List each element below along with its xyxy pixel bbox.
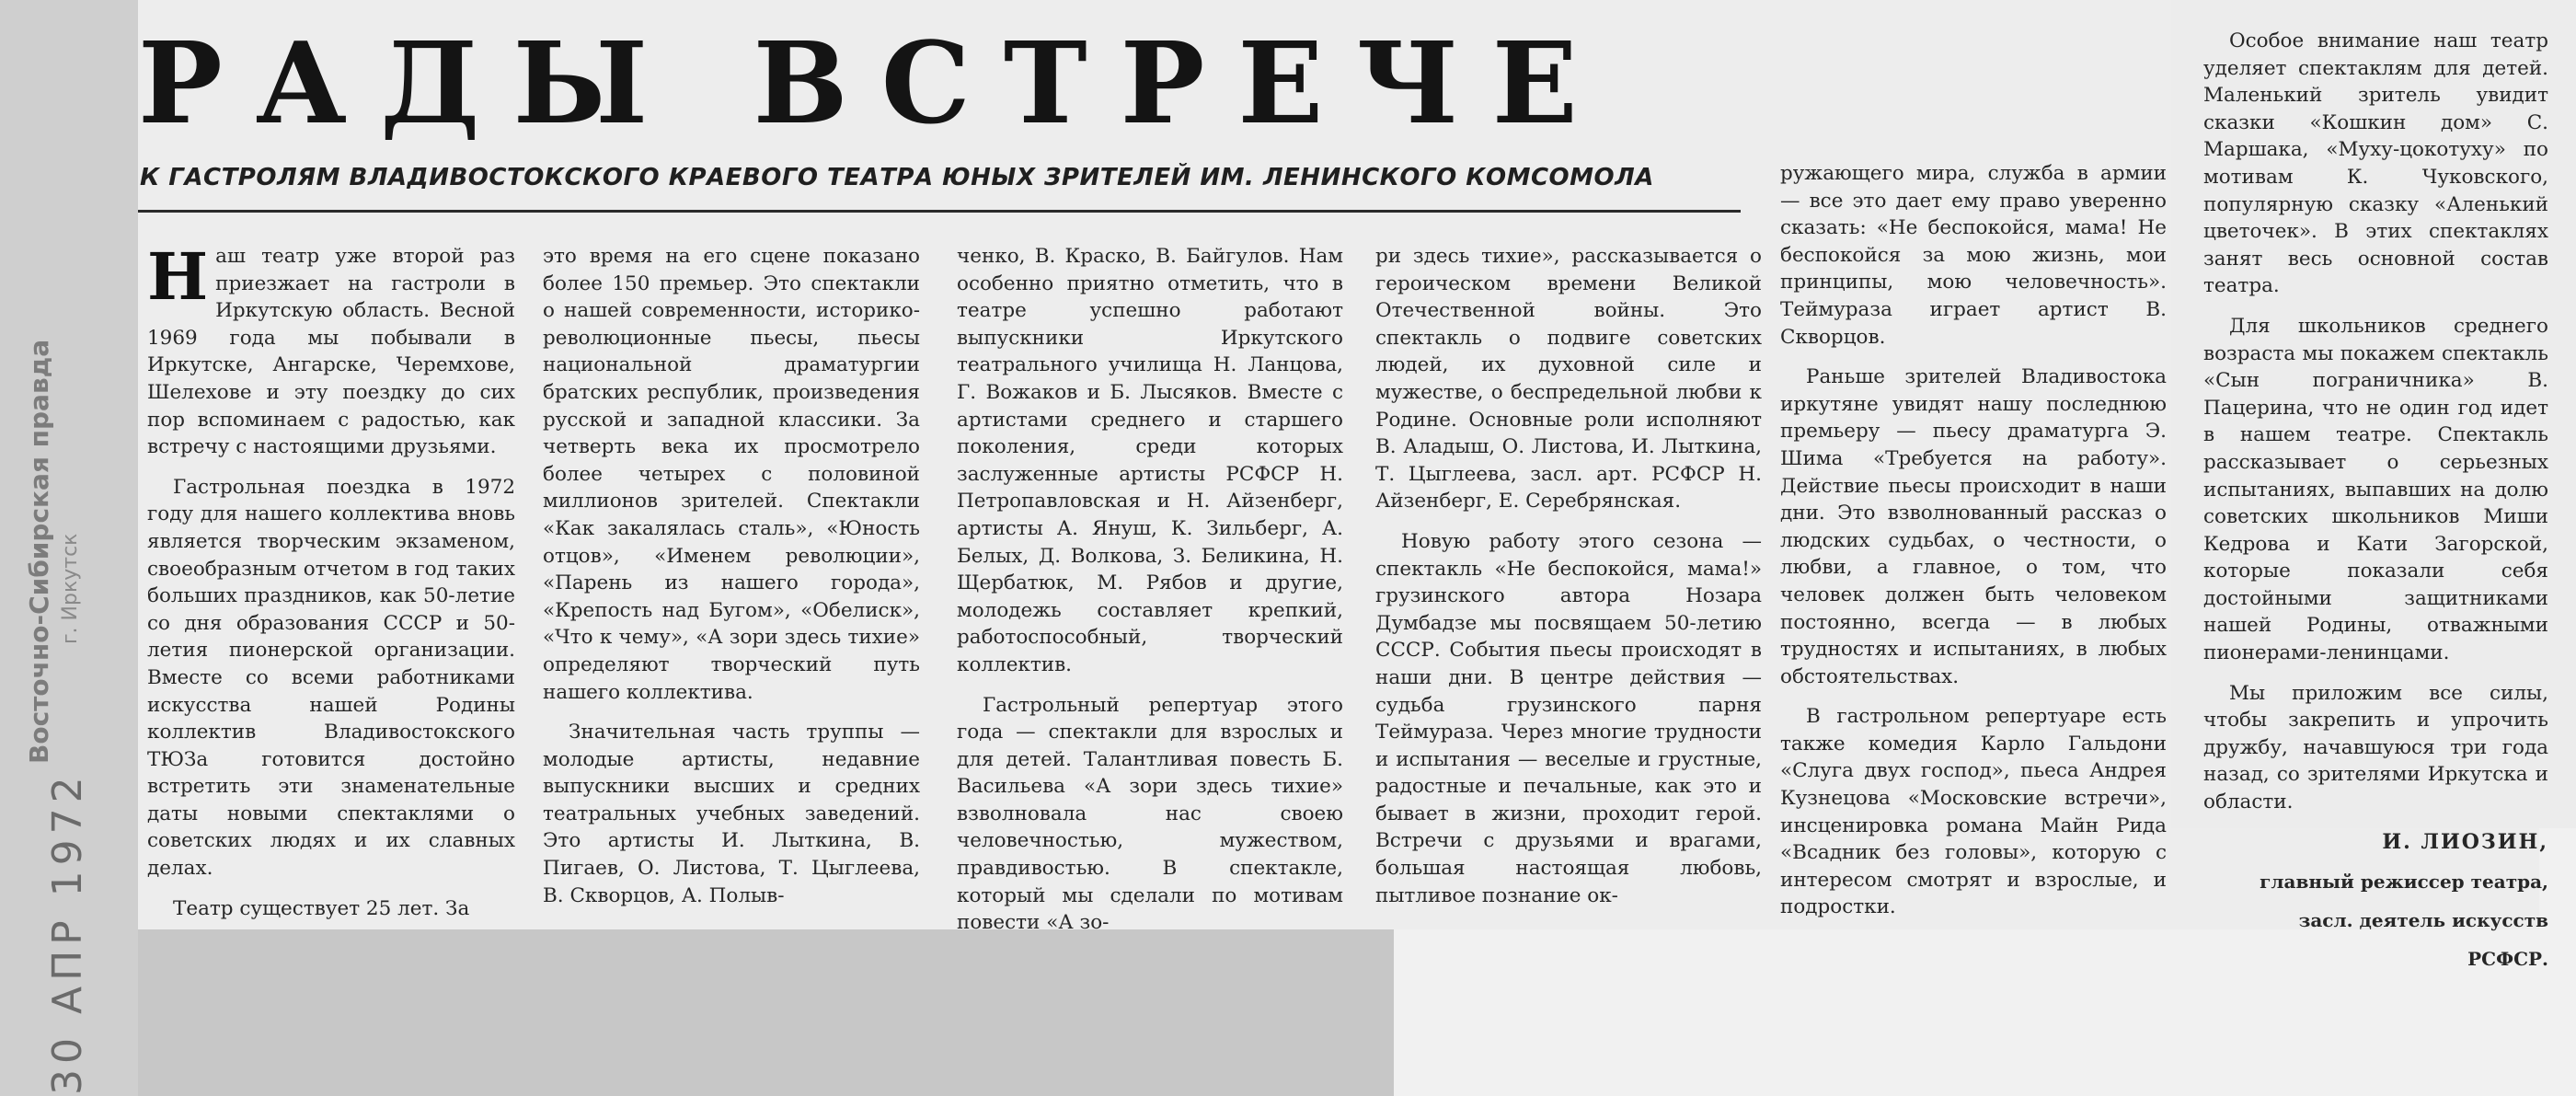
paragraph-text: аш театр уже второй раз приезжает на гастроли в Иркутскую область. Весной 1969 года мы побывали в Иркутске, Ангарске, Черемхове, Шелехове и эту поездку до сих пор вспоминаем с радостью, как встречу с настоящими друзьями. [147, 245, 515, 459]
article-column-3 [957, 243, 1343, 935]
paragraph: это время на его сцене показано более 150 премьер. Это спектакли о нашей современности, историко-революционные пьесы, пьесы национальной драматургии братских республик, произведения русской и западной классики. За четверть века их просмотрело более четырех с половиной миллионов зрителей. Спектакли «Как закалялась сталь», «Юность отцов», «Именем революции», «Парень из нашего города», «Крепость над Бугом», «Обелиск», «Что к чему», «А зори здесь тихие» определяют творческий путь нашего коллектива. [543, 245, 920, 704]
article-column-6 [2203, 28, 2548, 971]
source-stamp: Восточно-Сибирская правда [24, 339, 54, 764]
article-column-2 [543, 243, 920, 906]
paragraph: Гастрольный репертуар этого года — спектакли для взрослых и для детей. Талантливая повесть Б. Васильева «А зори здесь тихие» взволновала нас своею человечностью, мужеством, правдивостью. В спектакле, который мы сделали по мотивам повести «А зо- [957, 693, 1343, 935]
article-subheadline: К ГАСТРОЛЯМ ВЛАДИВОСТОКСКОГО КРАЕВОГО ТЕАТРА ЮНЫХ ЗРИТЕЛЕЙ ИМ. ЛЕНИНСКОГО КОМСОМОЛА [140, 164, 1654, 191]
paragraph: ри здесь тихие», рассказывается о героическом времени Великой Отечественной войны. Это спектакль о подвиге советских людей, их духовной силе и мужестве, о беспредельной любви к Родине. Основные роли исполняют В. Аладыш, О. Листова, И. Лыткина, Т. Цыглеева, засл. арт. РСФСР Н. Айзенберг, Е. Серебрянская. [1375, 245, 1762, 513]
paragraph: ружающего мира, служба в армии — все это дает ему право уверенно сказать: «Не беспокойся, мама! Не беспокойся за мою жизнь, мои принципы, мою человечность». Теймураза играет артист В. Скворцов. [1780, 162, 2167, 349]
article-headline: РАДЫ ВСТРЕЧЕ [138, 17, 1611, 149]
paragraph: Гастрольная поездка в 1972 году для нашего коллектива вновь является творческим экзаменом, своеобразным отчетом в год таких больших праздников, как 50-летие со дня образования СССР и 50-летия пионерской организации. Вместе со всеми работниками искусства нашей Родины коллектив Владивостокского ТЮЗа готовится достойно встретить эти знаменательные даты новыми спектаклями о советских людях и их славных делах. [147, 475, 515, 881]
scan-background-bottom [0, 929, 1394, 1096]
author-title: засл. деятель искусств [2298, 909, 2548, 932]
source-city-stamp: г. Иркутск [59, 533, 82, 644]
date-stamp: 30 АПР 1972 [44, 771, 91, 1095]
author-name: И. ЛИОЗИН, [2382, 829, 2548, 854]
drop-cap: Н [147, 238, 209, 315]
paragraph: Значительная часть труппы — молодые артисты, недавние выпускники высших и средних театральных учебных заведений. Это артисты И. Лыткина, В. Пигаев, О. Листова, Т. Цыглеева, В. Скворцов, А. Полыв- [543, 721, 920, 907]
paragraph: Раньше зрителей Владивостока иркутяне увидят нашу последнюю премьеру — пьесу драматурга Э. Шима «Требуется на работу». Действие пьесы происходит в наши дни. Это взволнованный рассказ о людских судьбах, о честности, о любви, а главное, о том, что человек должен быть человеком постоянно, всегда — в любых трудностях и испытаниях, в любых обстоятельствах. [1780, 365, 2167, 688]
article-column-4 [1375, 243, 1762, 906]
article-column-5 [1780, 160, 2167, 919]
paragraph: Для школьников среднего возраста мы покажем спектакль «Сын пограничника» В. Пацерина, что не один год идет в нашем театре. Спектакль рассказывает о серьезных испытаниях, выпавших на долю советских школьников Миши Кедрова и Кати Загорской, которые показали себя достойными защитниками нашей Родины, отважными пионерами-ленинцами. [2203, 314, 2548, 665]
author-title: главный режиссер театра, [2260, 871, 2548, 894]
headline-rule [138, 210, 1741, 213]
paragraph: Мы приложим все силы, чтобы закрепить и упрочить дружбу, начавшуюся три года назад, со зрителями Иркутска и области. [2203, 681, 2548, 814]
paragraph: Театр существует 25 лет. За [173, 896, 470, 920]
paragraph: Особое внимание наш театр уделяет спектаклям для детей. Маленький зритель увидит сказки «Кошкин дом» С. Маршака, «Муху-цокотуху» по мотивам К. Чуковского, популярную сказку «Аленький цветочек». В этих спектаклях занят весь основной состав театра. [2203, 29, 2548, 298]
paragraph: Новую работу этого сезона — спектакль «Не беспокойся, мама!» грузинского автора Нозара Думбадзе мы посвящаем 50-летию СССР. События пьесы происходят в наши дни. В центре действия — судьба грузинского парня Теймураза. Через многие трудности и испытания — веселые и грустные, радостные и печальные, как это и бывает в жизни, проходит герой. Встречи с друзьями и врагами, большая настоящая любовь, пытливое познание ок- [1375, 529, 1762, 907]
article-column-1 [147, 238, 515, 920]
paragraph [147, 238, 515, 461]
paragraph: ченко, В. Краско, В. Байгулов. Нам особенно приятно отметить, что в театре успешно работают выпускники Иркутского театрального училища Н. Ланцова, Г. Вожаков и Б. Лысяков. Вместе с артистами среднего и старшего поколения, среди которых заслуженные артисты РСФСР Н. Петропавловская и Н. Айзенберг, артисты А. Януш, К. Зильберг, А. Белых, Д. Волкова, З. Беликина, Н. Щербатюк, М. Рябов и другие, молодежь составляет крепкий, работоспособный, творческий коллектив. [957, 245, 1343, 676]
paragraph: В гастрольном репертуаре есть также комедия Карло Гальдони «Слуга двух господ», пьеса Андрея Кузнецова «Московские встречи», инсценировка романа Майн Рида «Всадник без головы», которую с интересом смотрят и взрослые, и подростки. [1780, 705, 2167, 919]
author-title: РСФСР. [2467, 948, 2548, 971]
